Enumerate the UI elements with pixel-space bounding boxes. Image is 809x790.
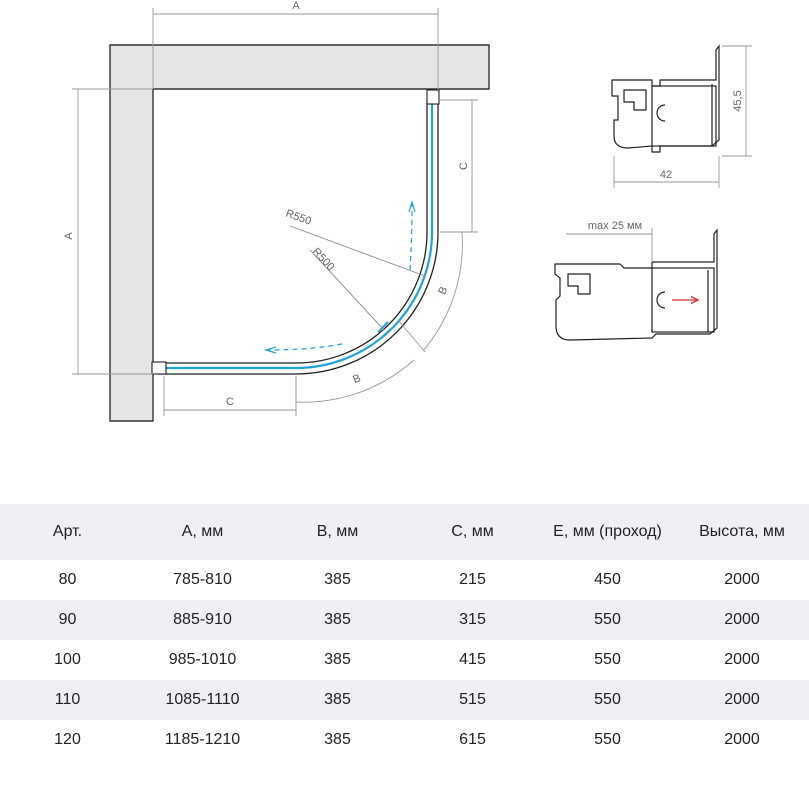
profile-section-top [612, 46, 719, 152]
dimension-a-top-label: A [292, 0, 300, 12]
cell-c: 215 [405, 560, 540, 600]
cell-e: 550 [540, 600, 675, 640]
cell-b: 385 [270, 600, 405, 640]
cell-e: 550 [540, 680, 675, 720]
cell-b: 385 [270, 560, 405, 600]
cell-a: 785-810 [135, 560, 270, 600]
door-motion-arrows [266, 202, 415, 353]
dimension-a-left-label: A [63, 232, 75, 240]
glass-panel-outline [160, 100, 432, 368]
cell-a: 1185-1210 [135, 720, 270, 760]
cell-e: 550 [540, 640, 675, 680]
table-row [0, 560, 809, 600]
cell-art: 110 [0, 680, 135, 720]
dimension-c-right-label: C [458, 162, 470, 170]
header-a: A, мм [135, 504, 270, 560]
enclosure-frame [152, 90, 439, 374]
cell-c: 515 [405, 680, 540, 720]
cell-e: 450 [540, 560, 675, 600]
header-c: C, мм [405, 504, 540, 560]
cell-a: 1085-1110 [135, 680, 270, 720]
cell-b: 385 [270, 680, 405, 720]
cell-height: 2000 [675, 720, 809, 760]
dimension-b-bottom-label: B [351, 372, 363, 387]
cell-art: 80 [0, 560, 135, 600]
table-header-row [0, 504, 809, 560]
cell-c: 415 [405, 640, 540, 680]
cell-art: 100 [0, 640, 135, 680]
cell-e: 550 [540, 720, 675, 760]
cell-height: 2000 [675, 640, 809, 680]
radius-outer-label: R550 [283, 207, 313, 228]
profile-adjust-dims [566, 228, 652, 262]
table-row [0, 640, 809, 680]
profile-section-bottom [555, 230, 717, 340]
cell-b: 385 [270, 720, 405, 760]
cell-height: 2000 [675, 680, 809, 720]
table-row [0, 680, 809, 720]
cell-a: 885-910 [135, 600, 270, 640]
cell-art: 120 [0, 720, 135, 760]
table-row [0, 720, 809, 760]
header-b: B, мм [270, 504, 405, 560]
cell-c: 315 [405, 600, 540, 640]
cell-height: 2000 [675, 600, 809, 640]
spec-table [0, 504, 809, 760]
cell-art: 90 [0, 600, 135, 640]
header-art: Арт. [0, 504, 135, 560]
profile-height-label: 45,5 [732, 90, 744, 112]
cell-b: 385 [270, 640, 405, 680]
dimension-c-bottom-label: C [226, 396, 234, 408]
adjust-max-label: max 25 мм [587, 220, 643, 232]
cell-a: 985-1010 [135, 640, 270, 680]
header-height: Высота, мм [675, 504, 809, 560]
profile-width-label: 42 [659, 169, 673, 181]
table-row [0, 600, 809, 640]
cell-height: 2000 [675, 560, 809, 600]
dimension-b-right-label: B [436, 284, 451, 297]
header-e: E, мм (проход) [540, 504, 675, 560]
radius-inner-label: R500 [309, 245, 337, 274]
cell-c: 615 [405, 720, 540, 760]
